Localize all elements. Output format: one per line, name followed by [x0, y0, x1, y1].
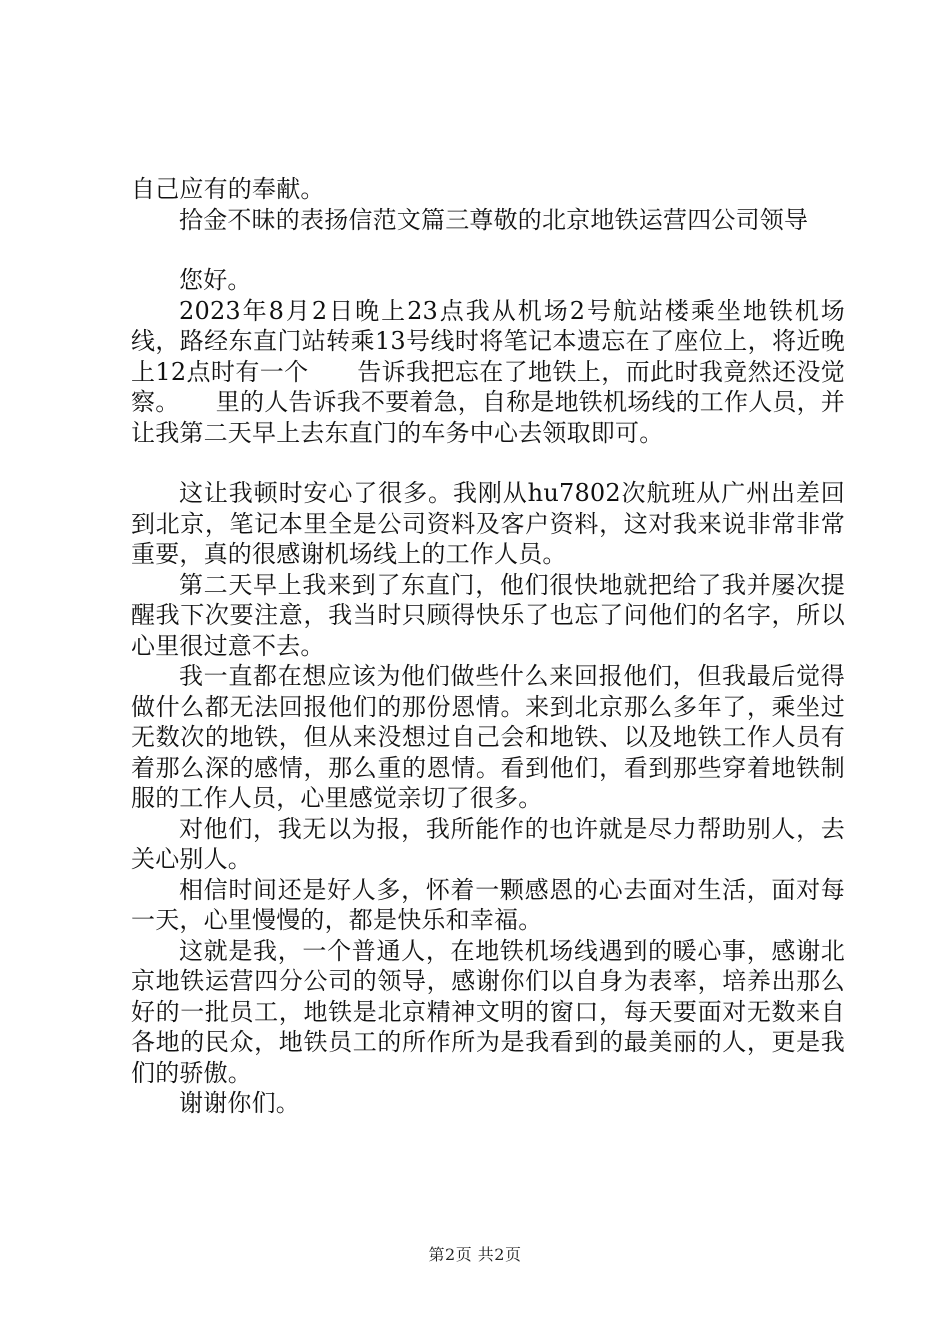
document-body	[131, 174, 845, 1119]
paragraph-title-salutation: 拾金不昧的表扬信范文篇三尊敬的北京地铁运营四公司领导	[179, 205, 809, 234]
paragraph-thanks-leaders: 这就是我，一个普通人，在地铁机场线遇到的暖心事，感谢北京地铁运营四分公司的领导，感谢你们以自身为表率，培养出那么好的一批员工，地铁是北京精神文明的窗口，每天要面对无数来自各地的民众，地铁员工的所作所为是我看到的最美丽的人，更是我们的骄傲。	[131, 936, 845, 1087]
paragraph-gratitude: 我一直都在想应该为他们做些什么来回报他们，但我最后觉得做什么都无法回报他们的那份恩情。来到北京那么多年了，乘坐过无数次的地铁，但从来没想过自己会和地铁、以及地铁工作人员有着那么深的感情，那么重的恩情。看到他们，看到那些穿着地铁制服的工作人员，心里感觉亲切了很多。	[131, 662, 845, 812]
paragraph-help-others: 对他们，我无以为报，我所能作的也许就是尽力帮助别人，去关心别人。	[131, 814, 845, 873]
paragraph-continuation: 自己应有的奉献。	[131, 175, 325, 203]
paragraph-next-day: 第二天早上我来到了东直门，他们很快地就把给了我并屡次提醒我下次要注意，我当时只顾得快乐了也忘了问他们的名字，所以心里很过意不去。	[131, 570, 845, 660]
paragraph-good-people: 相信时间还是好人多，怀着一颗感恩的心去面对生活，面对每一天，心里慢慢的，都是快乐和幸福。	[131, 875, 845, 934]
page-number-footer: 第2页 共2页	[428, 1245, 522, 1264]
paragraph-relief: 这让我顿时安心了很多。我刚从hu7802次航班从广州出差回到北京，笔记本里全是公司资料及客户资料，这对我来说非常非常重要，真的很感谢机场线上的工作人员。	[131, 479, 845, 568]
paragraph-incident: 2023年8月2日晚上23点我从机场2号航站楼乘坐地铁机场线，路经东直门站转乘13号线时将笔记本遗忘在了座位上，将近晚上12点时有一个 告诉我把忘在了地铁上，而此时我竟然还没觉察。 里的人告诉我不要着急，自称是地铁机场线的工作人员，并让我第二天早上去东直门的车务中心去领取即可。	[131, 296, 845, 447]
paragraph-greeting: 您好。	[179, 266, 252, 294]
paragraph-closing: 谢谢你们。	[179, 1089, 300, 1117]
